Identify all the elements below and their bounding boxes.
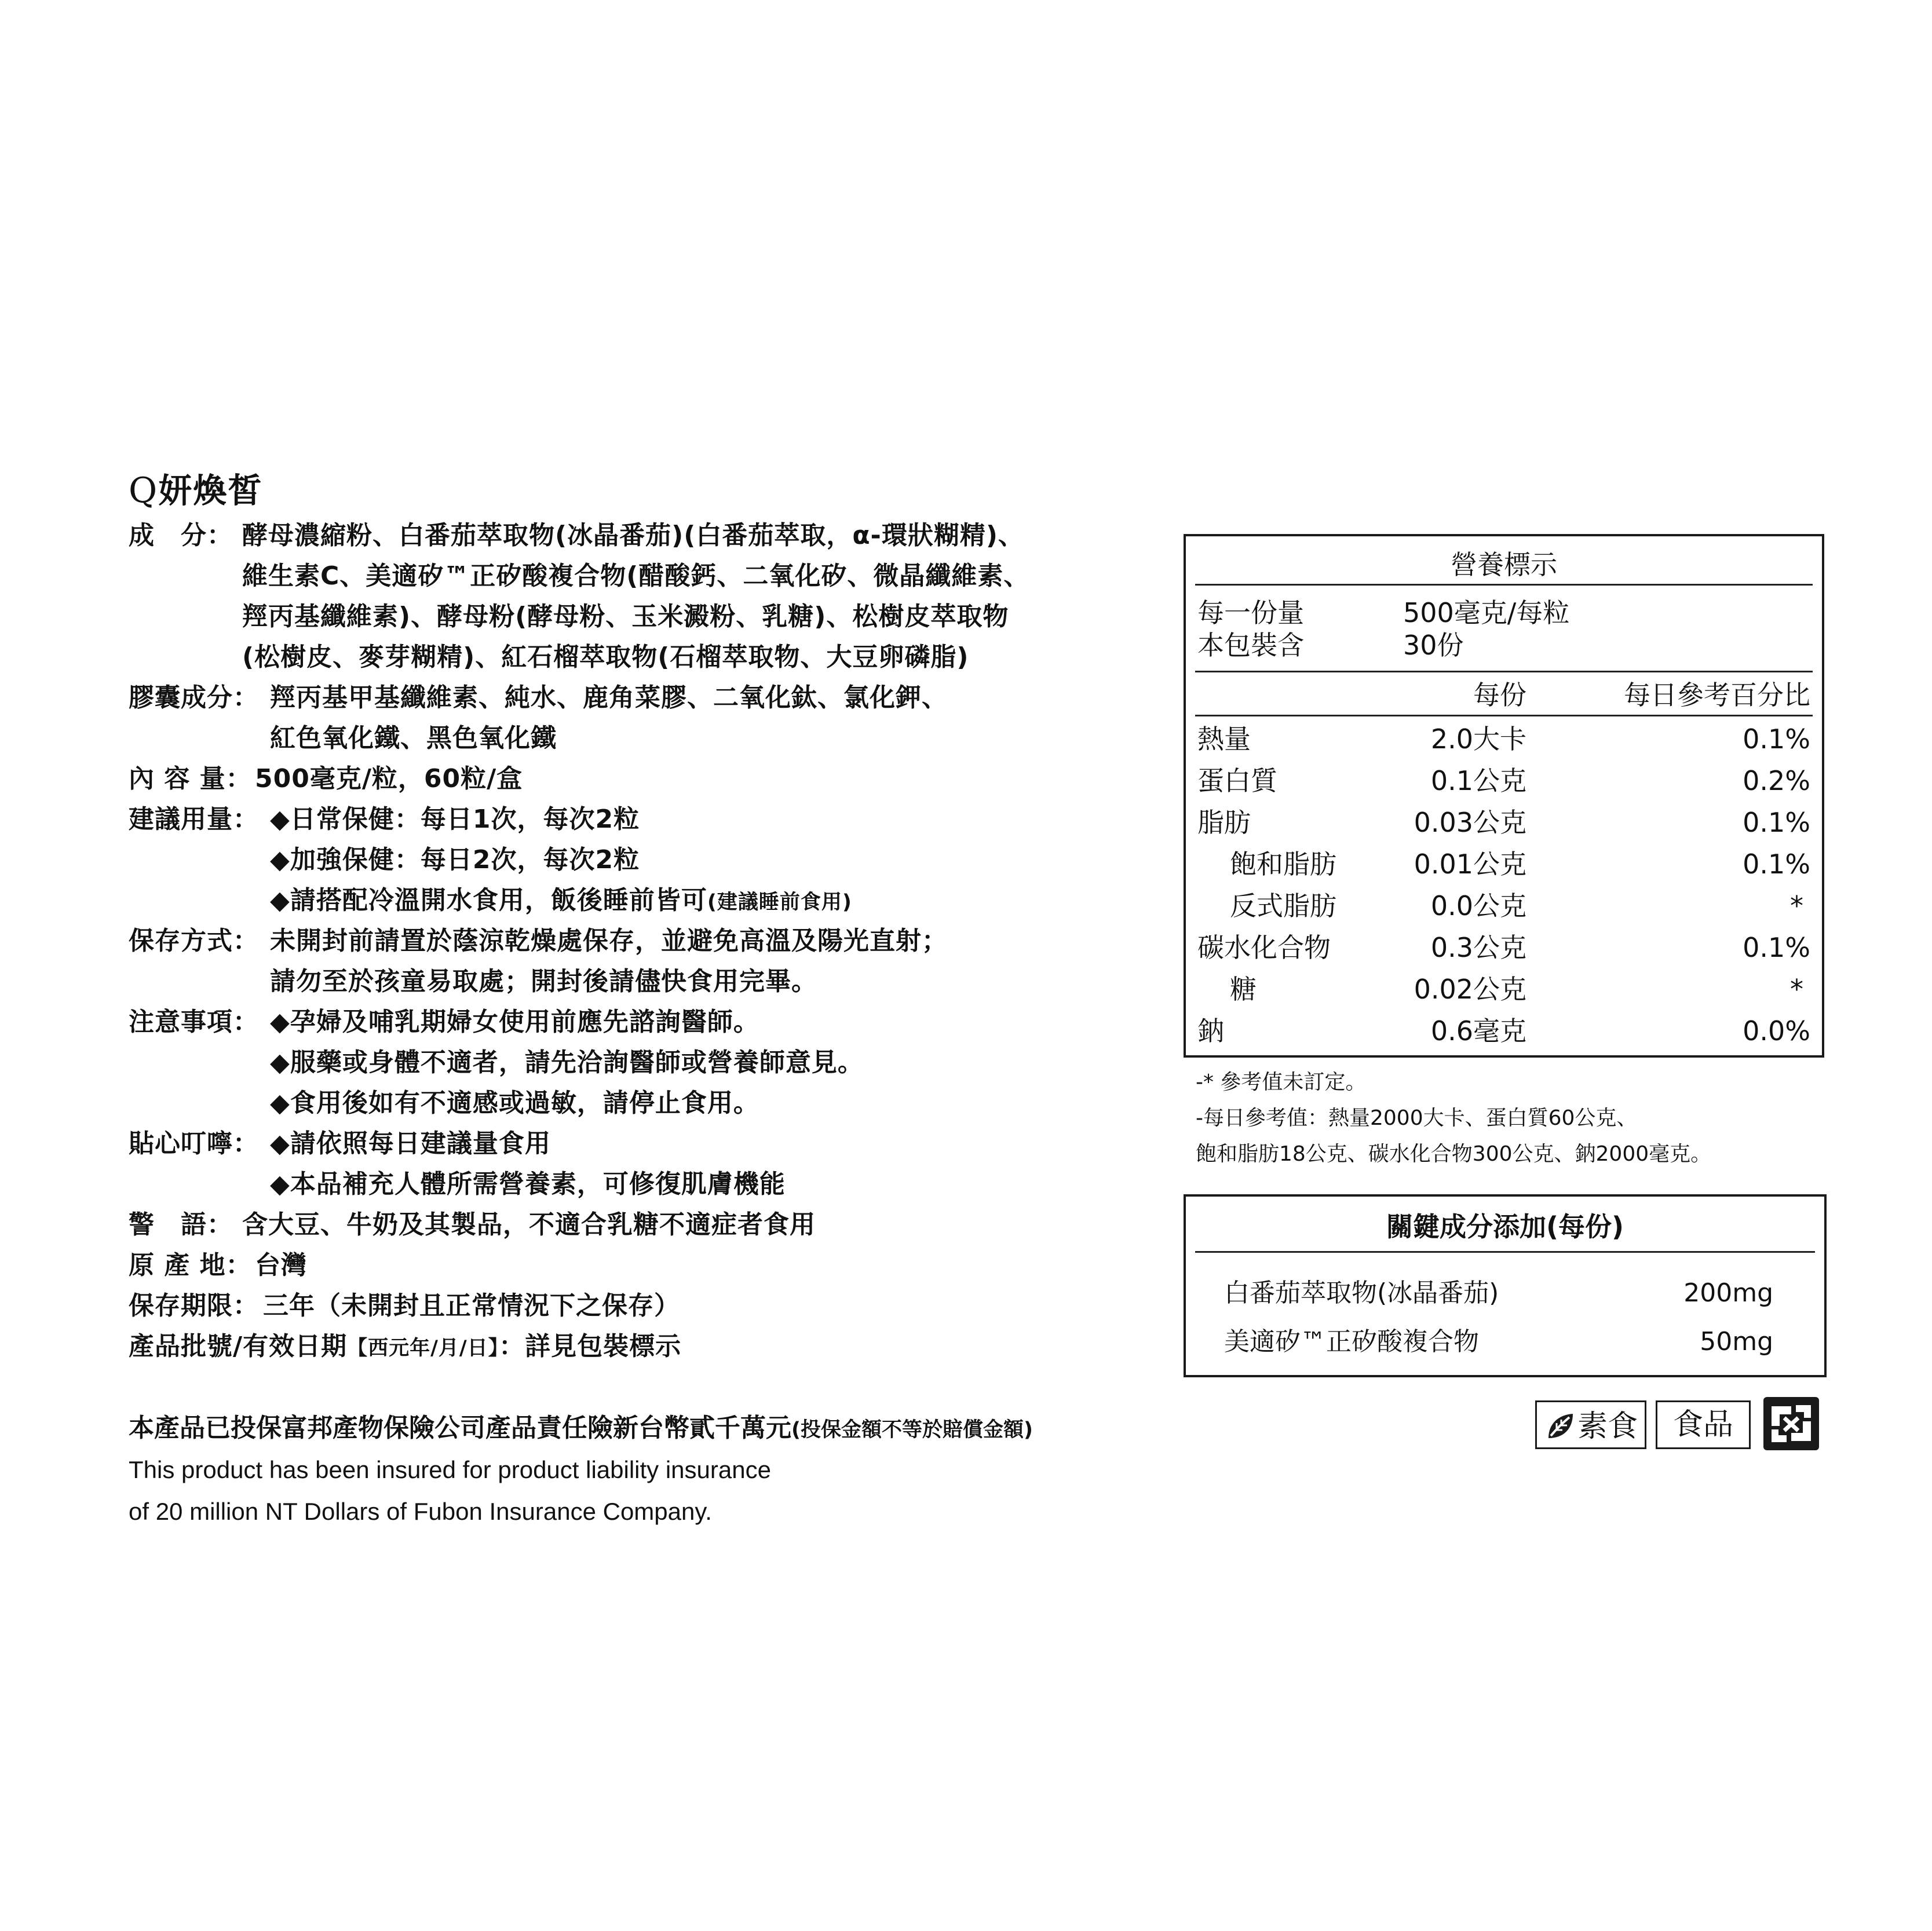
nutrition-header-row [1197, 678, 1810, 712]
nutrient-name: 脂肪 [1197, 807, 1251, 838]
vegetarian-badge [1535, 1400, 1646, 1449]
spec-label: 貼心叮嚀： [129, 1129, 259, 1158]
spec-label: 成 分： [129, 521, 233, 550]
nutrition-row [1197, 1014, 1810, 1048]
insurance-zh-text: 本產品已投保富邦產物保險公司產品責任險新台幣貳千萬元 [129, 1413, 791, 1443]
spec-label: 原 產 地： [129, 1250, 252, 1280]
spec-text: 含大豆、牛奶及其製品，不適合乳糖不適症者食用 [242, 1210, 816, 1239]
ingredient-name: 美適矽™正矽酸複合物 [1224, 1327, 1479, 1356]
spec-text: 紅色氧化鐵、黑色氧化鐵 [270, 723, 557, 753]
nutrient-per-serving: 2.0大卡 [1430, 723, 1526, 755]
insurance-zh [129, 1407, 1033, 1449]
spec-line [129, 880, 1189, 921]
food-badge [1656, 1400, 1751, 1449]
spec-small-text: (建議睡前食用) [707, 891, 852, 914]
spec-label: 保存方式： [129, 926, 259, 956]
nutrient-name: 糖 [1230, 974, 1257, 1005]
nutrient-daily-value: 0.0% [1743, 1015, 1810, 1047]
leaf-icon [1544, 1410, 1576, 1443]
nutrition-row [1197, 972, 1810, 1007]
nutrition-facts-table [1184, 534, 1824, 1058]
servings-label: 本包裝含 [1197, 630, 1304, 661]
spec-text: ◆食用後如有不適感或過敏，請停止食用。 [270, 1088, 759, 1118]
nutrient-daily-value: 0.1% [1743, 932, 1810, 963]
spec-line [129, 921, 1189, 961]
recycling-icon [1761, 1395, 1821, 1453]
spec-line [129, 799, 1189, 840]
spec-text: 請勿至於孩童易取處；開封後請儘快食用完畢。 [270, 967, 817, 996]
spec-label: 產品批號/有效日期 [129, 1332, 348, 1361]
spec-line [129, 1286, 1189, 1326]
spec-text: 三年（未開封且正常情況下之保存） [263, 1291, 680, 1321]
food-badge-label: 食品 [1672, 1407, 1733, 1442]
spec-line [129, 1164, 1189, 1205]
nutrition-row [1197, 805, 1810, 840]
ingredient-amount: 200mg [1683, 1278, 1773, 1308]
spec-line [129, 556, 1189, 597]
spec-label: 警 語： [129, 1210, 233, 1239]
spec-text: (松樹皮、麥芽糊精)、紅石榴萃取物(石榴萃取物、大豆卵磷脂) [242, 642, 969, 672]
spec-line [129, 515, 1189, 556]
spec-label: 內 容 量： [129, 764, 252, 793]
ingredient-amount: 50mg [1700, 1327, 1773, 1356]
spec-line [129, 1245, 1189, 1286]
spec-text: ◆請依照每日建議量食用 [270, 1129, 551, 1158]
spec-text: ：詳見包裝標示 [499, 1332, 682, 1361]
ingredient-name: 白番茄萃取物(冰晶番茄) [1224, 1278, 1499, 1308]
spec-line [129, 1043, 1189, 1083]
note-line: -每日參考值：熱量2000大卡、蛋白質60公克、 [1196, 1106, 1638, 1130]
serving-size-label: 每一份量 [1197, 597, 1304, 628]
nutrient-name: 碳水化合物 [1197, 932, 1331, 963]
nutrient-per-serving: 0.01公克 [1414, 849, 1526, 880]
key-ingredients-table [1184, 1194, 1827, 1377]
nutrient-per-serving: 0.1公克 [1430, 765, 1526, 796]
key-ingredient-row [1224, 1273, 1773, 1314]
nutrition-row [1197, 930, 1810, 965]
spec-line [129, 597, 1189, 637]
nutrition-notes [1196, 1065, 1711, 1172]
spec-line [129, 759, 1189, 799]
insurance-en-line2: of 20 million NT Dollars of Fubon Insurance Company. [129, 1498, 712, 1525]
nutrient-per-serving: 0.03公克 [1414, 807, 1526, 838]
spec-label: 建議用量： [129, 804, 259, 834]
spec-text: ◆請搭配冷溫開水食用，飯後睡前皆可 [270, 886, 707, 915]
nutrition-row [1197, 763, 1810, 798]
nutrient-per-serving: 0.3公克 [1430, 932, 1526, 963]
divider [1195, 715, 1813, 716]
servings-value: 30份 [1403, 630, 1464, 661]
product-title-prefix: Q [129, 470, 159, 511]
nutrient-name: 反式脂肪 [1230, 890, 1336, 921]
spec-text: 羥丙基纖維素)、酵母粉(酵母粉、玉米澱粉、乳糖)、松樹皮萃取物 [242, 602, 1009, 631]
divider [1195, 671, 1813, 672]
spec-line [129, 1326, 1189, 1367]
spec-text: ◆本品補充人體所需營養素，可修復肌膚機能 [270, 1169, 786, 1199]
product-spec [129, 515, 1189, 1367]
nutrient-name: 蛋白質 [1197, 765, 1277, 796]
spec-line [129, 718, 1189, 759]
insurance-statement [129, 1407, 1033, 1533]
spec-line [129, 1002, 1189, 1043]
nutrient-daily-value: 0.1% [1743, 849, 1810, 880]
spec-text: 台灣 [255, 1250, 307, 1280]
nutrition-row [1197, 847, 1810, 882]
column-per-serving: 每份 [1473, 679, 1526, 711]
spec-line [129, 1083, 1189, 1124]
spec-label: 膠囊成分： [129, 683, 259, 712]
key-ingredients-title: 關鍵成分添加(每份) [1195, 1202, 1815, 1253]
serving-size-row [1197, 595, 1810, 630]
spec-small-text: 【西元年/月/日】 [347, 1337, 499, 1360]
product-title-name: 妍煥皙 [158, 471, 263, 510]
spec-text: 維生素C、美適矽™正矽酸複合物(醋酸鈣、二氧化矽、微晶纖維素、 [242, 561, 1030, 591]
spec-text: ◆日常保健：每日1次，每次2粒 [270, 804, 640, 834]
nutrient-daily-value: * [1790, 974, 1803, 1005]
nutrition-title: 營養標示 [1195, 546, 1813, 586]
nutrient-name: 熱量 [1197, 723, 1251, 755]
spec-text: 未開封前請置於蔭涼乾燥處保存，並避免高溫及陽光直射； [270, 926, 948, 956]
spec-line [129, 637, 1189, 678]
servings-per-pack-row [1197, 628, 1810, 663]
spec-label: 保存期限： [129, 1291, 259, 1321]
nutrient-daily-value: 0.1% [1743, 723, 1810, 755]
spec-line [129, 1124, 1189, 1164]
nutrient-per-serving: 0.6毫克 [1430, 1015, 1526, 1047]
spec-text: 500毫克/粒，60粒/盒 [255, 764, 523, 793]
nutrition-row [1197, 722, 1810, 756]
spec-text: ◆孕婦及哺乳期婦女使用前應先諮詢醫師。 [270, 1007, 759, 1037]
spec-label: 注意事項： [129, 1007, 259, 1037]
spec-text: ◆服藥或身體不適者，請先洽詢醫師或營養師意見。 [270, 1048, 864, 1077]
column-daily-value: 每日參考百分比 [1624, 679, 1810, 711]
nutrition-row [1197, 888, 1810, 923]
insurance-zh-small: (投保金額不等於賠償金額) [791, 1418, 1033, 1442]
nutrient-name: 飽和脂肪 [1230, 849, 1336, 880]
spec-line [129, 1205, 1189, 1245]
nutrient-name: 鈉 [1197, 1015, 1224, 1047]
key-ingredient-row [1224, 1322, 1773, 1362]
nutrient-per-serving: 0.02公克 [1414, 974, 1526, 1005]
nutrient-daily-value: 0.1% [1743, 807, 1810, 838]
spec-line [129, 961, 1189, 1002]
spec-line [129, 840, 1189, 880]
note-line: 飽和脂肪18公克、碳水化合物300公克、鈉2000毫克。 [1196, 1142, 1712, 1166]
vegetarian-badge-label: 素食 [1577, 1409, 1638, 1444]
insurance-en-line1: This product has been insured for product liability insurance [129, 1456, 771, 1483]
spec-text: ◆加強保健：每日2次，每次2粒 [270, 845, 640, 875]
nutrient-per-serving: 0.0公克 [1430, 890, 1526, 921]
product-title [129, 463, 262, 512]
spec-text: 羥丙基甲基纖維素、純水、鹿角菜膠、二氧化鈦、氯化鉀、 [270, 683, 948, 712]
nutrient-daily-value: 0.2% [1743, 765, 1810, 796]
note-line: -* 參考值未訂定。 [1196, 1070, 1367, 1094]
spec-text: 酵母濃縮粉、白番茄萃取物(冰晶番茄)(白番茄萃取，α-環狀糊精)、 [242, 521, 1024, 550]
nutrient-daily-value: * [1790, 890, 1803, 921]
spec-line [129, 678, 1189, 718]
serving-size-value: 500毫克/每粒 [1403, 597, 1570, 628]
